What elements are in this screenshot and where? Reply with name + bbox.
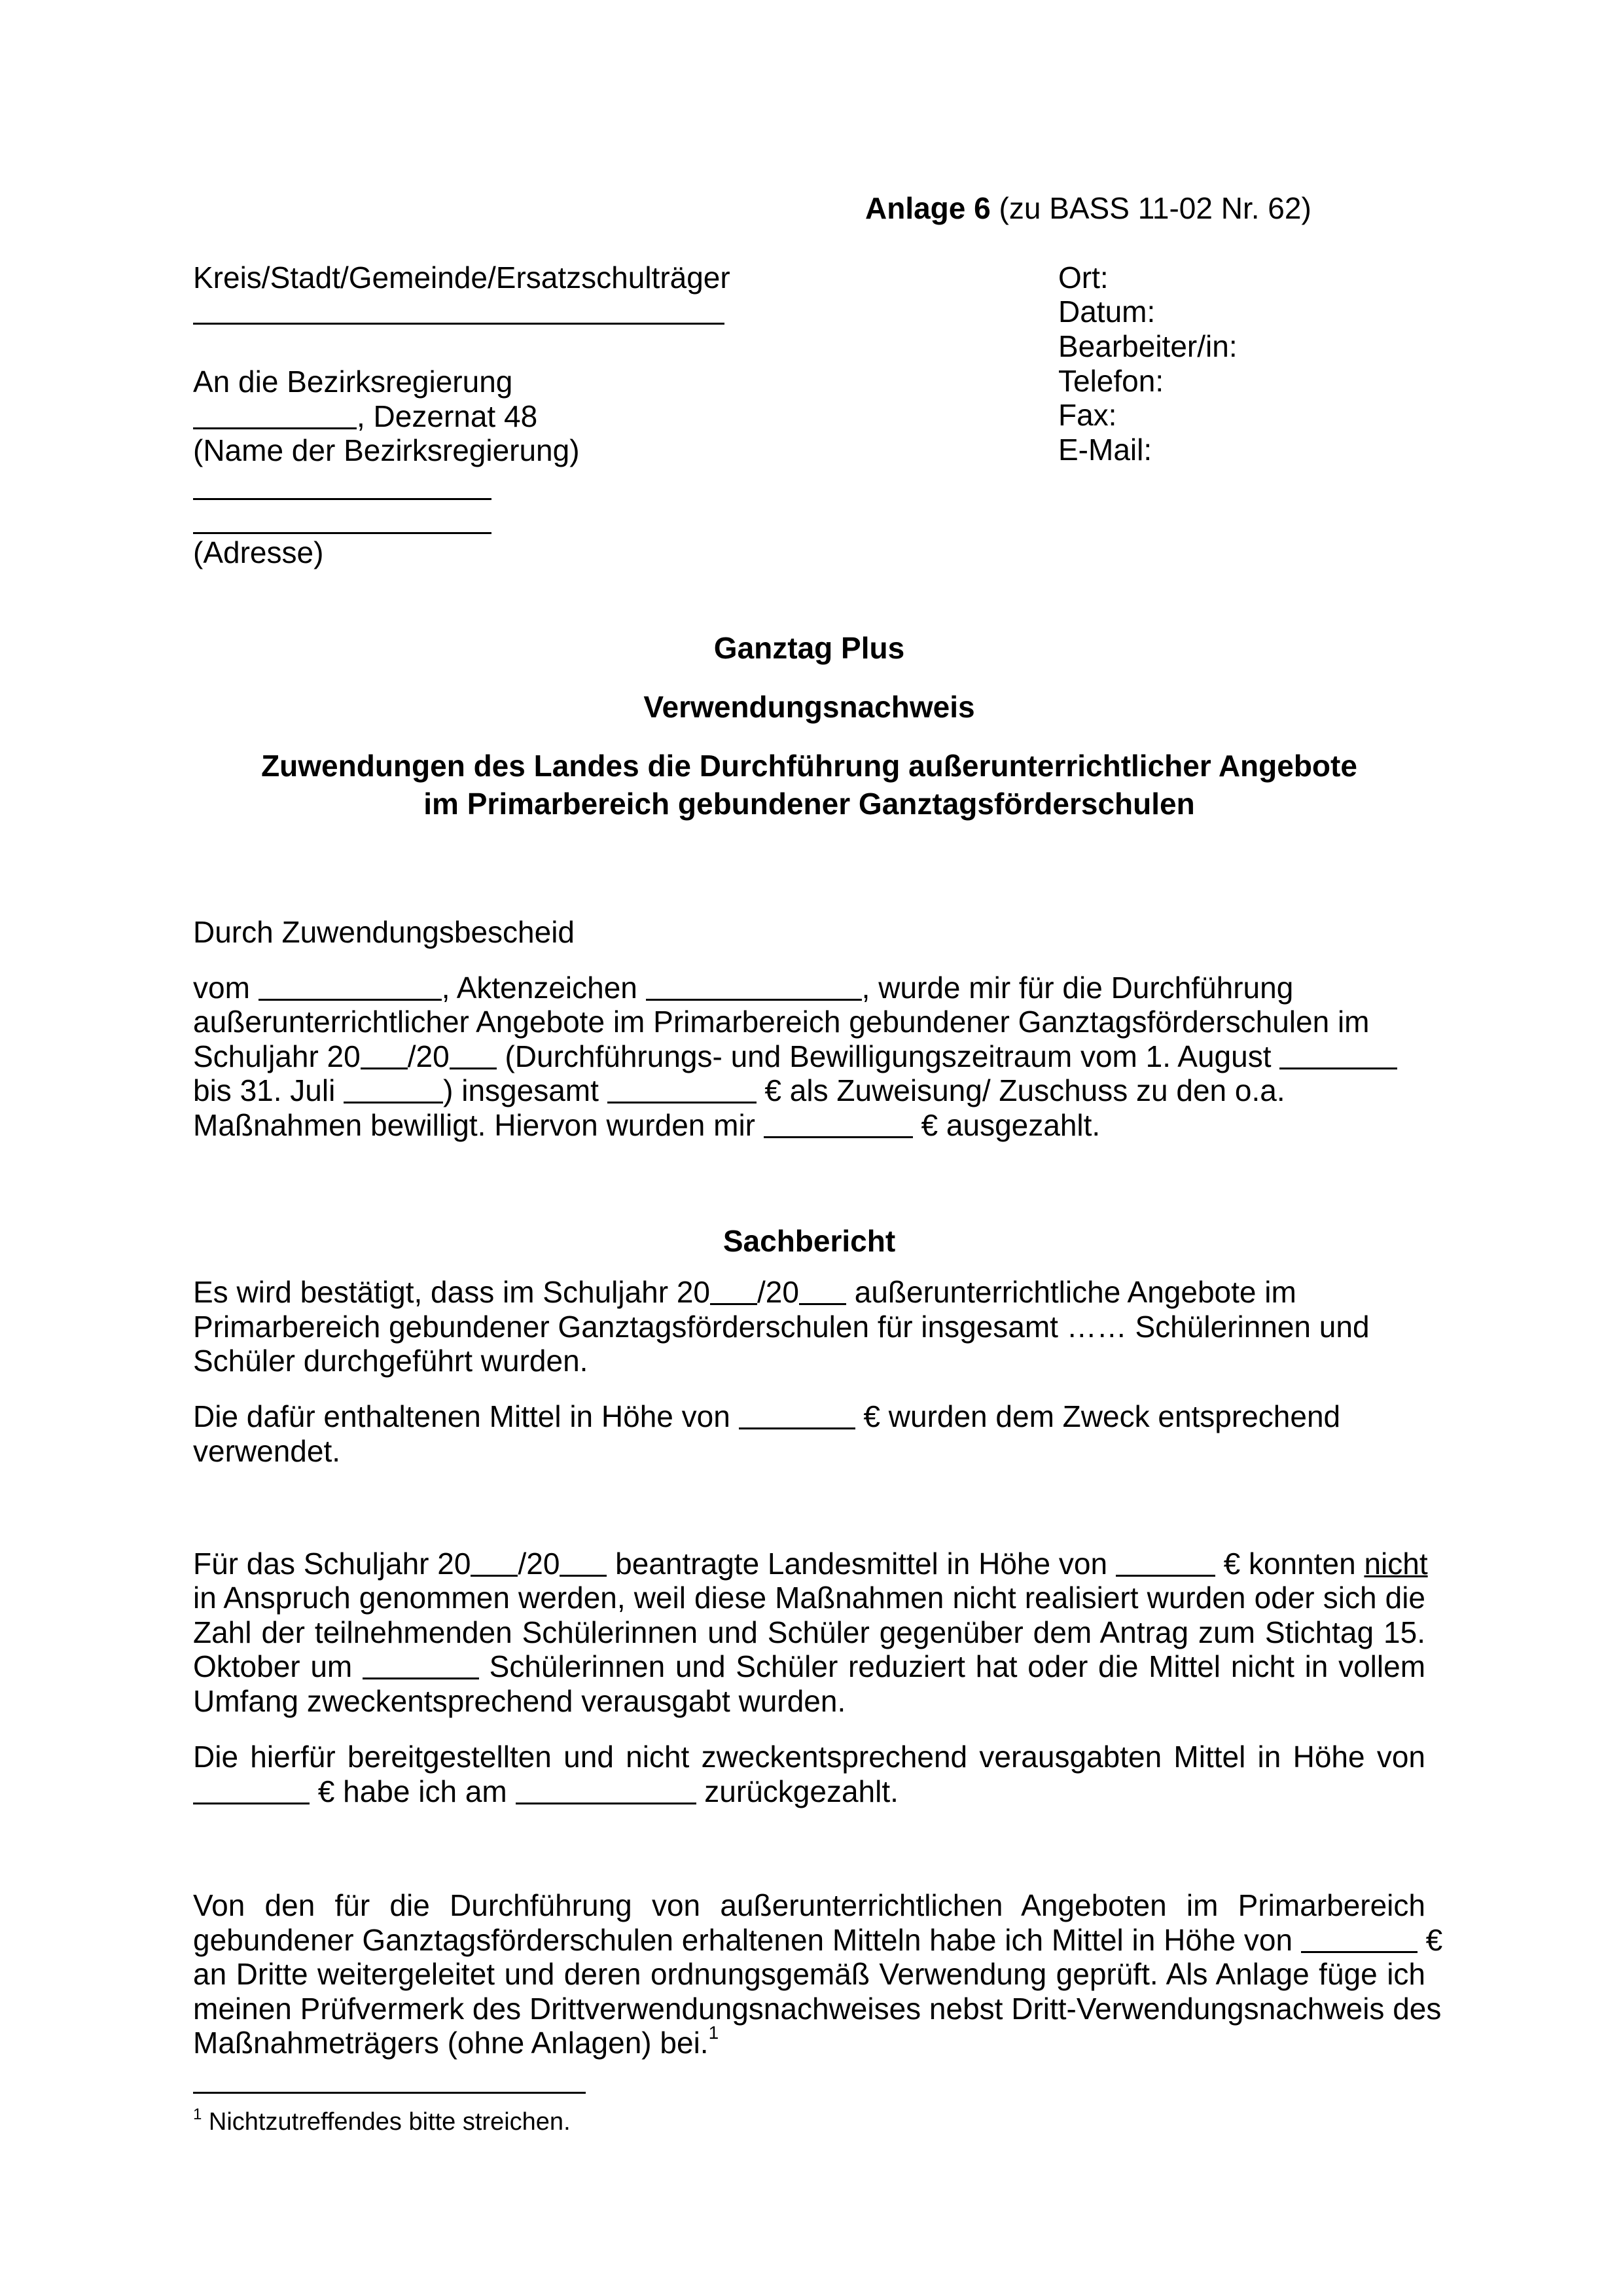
annex-number: Anlage 6: [865, 191, 991, 225]
contact-ort: Ort:: [1058, 260, 1109, 295]
p6-amount-blank[interactable]: [1301, 1926, 1418, 1953]
report-p4-line3: Zahl der teilnehmenden Schülerinnen und Schüler gegenüber dem Antrag zum Stichtag 15.: [193, 1615, 1425, 1649]
annex-bass-ref: (zu BASS 11-02 Nr. 62): [990, 191, 1311, 225]
bescheid-date-blank[interactable]: [259, 974, 442, 1001]
intro-paragraph-line2: außerunterrichtlicher Angebote im Primarbereich gebundener Ganztagsförderschulen im: [193, 1005, 1370, 1039]
july-year-blank[interactable]: [344, 1077, 443, 1103]
schuljahr-end-blank[interactable]: [450, 1043, 497, 1069]
total-amount-blank[interactable]: [607, 1077, 757, 1103]
address-line-2[interactable]: [193, 504, 491, 538]
aktenzeichen-blank[interactable]: [646, 974, 862, 1001]
recipient-line2: [193, 399, 537, 433]
august-year-blank[interactable]: [1279, 1043, 1397, 1069]
subject-title-line2: im Primarbereich gebundener Ganztagsförderschulen: [423, 787, 1195, 821]
report-p6-line2: gebundener Ganztagsförderschulen erhaltenen Mitteln habe ich Mittel in Höhe von €: [193, 1923, 1443, 1957]
footnote-number: 1: [193, 2106, 202, 2123]
document-type-title: Verwendungsnachweis: [643, 690, 975, 724]
bezirksregierung-name-blank[interactable]: [193, 403, 357, 429]
intro-paragraph-line3: Schuljahr 20 /20 (Durchführungs- und Bewilligungszeitraum vom 1. August: [193, 1039, 1397, 1073]
report-p4-line4: Oktober um Schülerinnen und Schüler reduziert hat oder die Mittel nicht in vollem: [193, 1649, 1426, 1683]
report-p4-line1: Für das Schuljahr 20 /20 beantragte Landesmittel in Höhe von € konnten nicht: [193, 1547, 1428, 1581]
report-p5-line1: Die hierfür bereitgestellten und nicht zweckentsprechend verausgabten Mittel in Höhe von: [193, 1740, 1425, 1774]
report-p6-line1: Von den für die Durchführung von außerunterrichtlichen Angeboten im Primarbereich: [193, 1888, 1425, 1922]
recipient-name-hint: (Name der Bezirksregierung): [193, 433, 580, 467]
p4-amount-blank[interactable]: [1116, 1550, 1215, 1577]
report-p5-line2: € habe ich am zurückgezahlt.: [193, 1774, 899, 1808]
contact-telefon: Telefon:: [1058, 364, 1164, 398]
p5-date-blank[interactable]: [516, 1778, 696, 1804]
contact-email: E-Mail:: [1058, 433, 1152, 467]
subject-title-line1: Zuwendungen des Landes die Durchführung außerunterrichtlicher Angebote: [261, 749, 1357, 783]
footnote-separator: [193, 2092, 586, 2094]
report-p4-line2: in Anspruch genommen werden, weil diese Maßnahmen nicht realisiert wurden oder sich die: [193, 1581, 1425, 1615]
address-line-1[interactable]: [193, 470, 491, 504]
p2-schuljahr-start-blank[interactable]: [710, 1278, 757, 1305]
report-p6-line3: an Dritte weitergeleitet und deren ordnungsgemäß Verwendung geprüft. Als Anlage füge ich: [193, 1957, 1425, 1991]
footnote-reference: 1: [708, 2022, 719, 2043]
contact-datum: Datum:: [1058, 295, 1156, 329]
report-p3-line1: Die dafür enthaltenen Mittel in Höhe von € wurden dem Zweck entsprechend: [193, 1399, 1341, 1433]
sachbericht-heading: Sachbericht: [722, 1224, 896, 1258]
report-p2-line3: Schüler durchgeführt wurden.: [193, 1344, 588, 1378]
nicht-underlined: nicht: [1364, 1547, 1428, 1581]
footnote-text: Nichtzutreffendes bitte streichen.: [202, 2108, 571, 2136]
report-p2-line1: Es wird bestätigt, dass im Schuljahr 20 /20 außerunterrichtliche Angebote im: [193, 1275, 1296, 1309]
intro-paragraph-line1: vom , Aktenzeichen , wurde mir für die Durchführung: [193, 971, 1294, 1005]
report-p6-line5: Maßnahmeträgers (ohne Anlagen) bei.$^1$: [193, 2022, 719, 2060]
footnote: [193, 2108, 571, 2136]
report-p3-line2: verwendet.: [193, 1434, 341, 1468]
program-title: Ganztag Plus: [713, 631, 905, 665]
paid-amount-blank[interactable]: [764, 1111, 913, 1138]
intro-lead: Durch Zuwendungsbescheid: [193, 915, 575, 949]
report-p4-line5: Umfang zweckentsprechend verausgabt wurden.: [193, 1684, 846, 1718]
sender-label: Kreis/Stadt/Gemeinde/Ersatzschulträger: [193, 260, 730, 295]
p4-student-count-blank[interactable]: [363, 1653, 479, 1679]
sender-blank[interactable]: [193, 298, 724, 325]
p5-amount-blank[interactable]: [193, 1778, 310, 1804]
address-hint: (Adresse): [193, 535, 324, 569]
intro-paragraph-line4: bis 31. Juli ) insgesamt € als Zuweisung/ Zuschuss zu den o.a.: [193, 1073, 1285, 1107]
sender-field[interactable]: [193, 295, 724, 329]
report-p6-line4: meinen Prüfvermerk des Drittverwendungsnachweises nebst Dritt-Verwendungsnachweis des: [193, 1992, 1442, 2026]
contact-bearbeiter: Bearbeiter/in:: [1058, 329, 1238, 363]
annex-reference: [865, 191, 1311, 225]
address-blank-2[interactable]: [193, 507, 491, 534]
p4-schuljahr-start-blank[interactable]: [471, 1550, 518, 1577]
schuljahr-start-blank[interactable]: [361, 1043, 408, 1069]
p4-schuljahr-end-blank[interactable]: [560, 1550, 607, 1577]
p2-schuljahr-end-blank[interactable]: [799, 1278, 846, 1305]
contact-fax: Fax:: [1058, 398, 1117, 432]
recipient-line1: An die Bezirksregierung: [193, 365, 513, 399]
p3-amount-blank[interactable]: [739, 1403, 855, 1429]
address-blank-1[interactable]: [193, 473, 491, 500]
report-p2-line2: Primarbereich gebundener Ganztagsförderschulen für insgesamt …… Schülerinnen und: [193, 1310, 1370, 1344]
intro-paragraph-line5: Maßnahmen bewilligt. Hiervon wurden mir € ausgezahlt.: [193, 1108, 1101, 1142]
dezernat-text: , Dezernat 48: [357, 399, 538, 433]
